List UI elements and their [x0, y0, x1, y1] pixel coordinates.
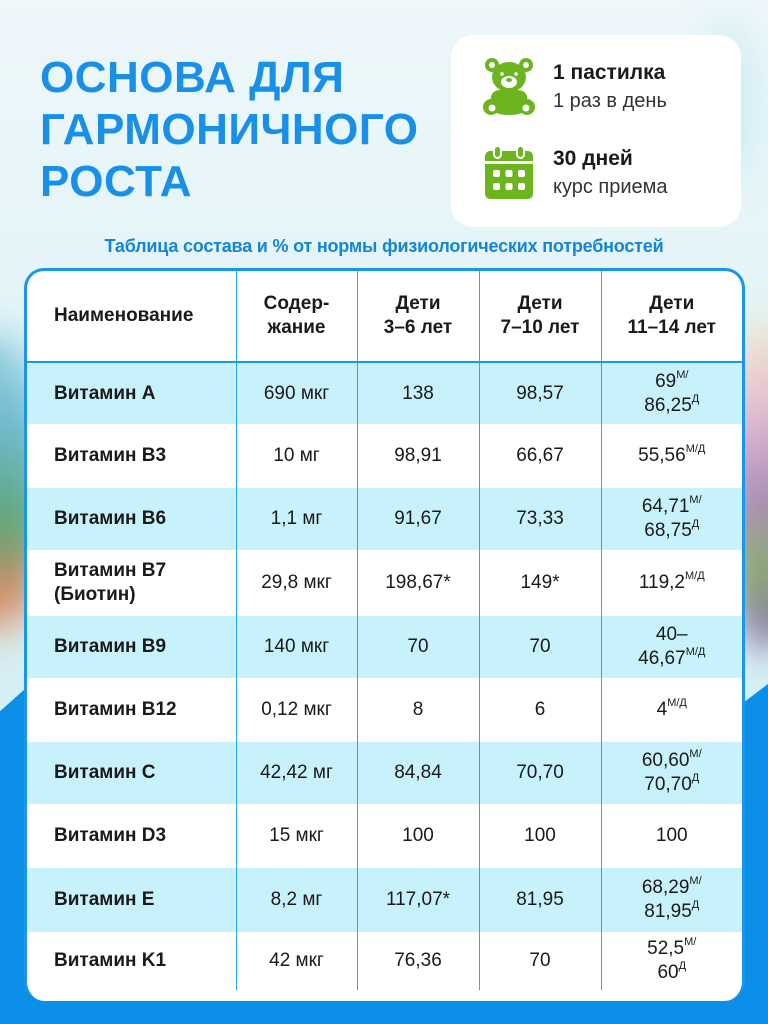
content-amount: 42,42 мг	[236, 742, 357, 804]
percent-age-7-10: 149*	[479, 550, 601, 616]
percent-age-11-14: $119,2^{М/Д}$	[601, 550, 742, 616]
vitamin-name: Витамин E	[27, 868, 236, 932]
content-amount: 10 мг	[236, 424, 357, 488]
content-amount: 42 мкг	[236, 932, 357, 990]
percent-age-3-6: 84,84	[357, 742, 479, 804]
table-row	[27, 488, 742, 550]
percent-age-3-6: 138	[357, 362, 479, 424]
content-amount: 15 мкг	[236, 804, 357, 868]
percent-age-3-6: 91,67	[357, 488, 479, 550]
table-row	[27, 550, 742, 616]
percent-age-3-6: 70	[357, 616, 479, 678]
percent-age-3-6: 8	[357, 678, 479, 742]
gender-note: Д	[691, 392, 700, 405]
dosage-item	[481, 57, 667, 117]
course-item	[481, 143, 668, 203]
table-row	[27, 742, 742, 804]
vitamin-name: Витамин D3	[27, 804, 236, 868]
vitamin-name: Витамин B3	[27, 424, 236, 488]
percent-age-7-10: 6	[479, 678, 601, 742]
teddy-bear-icon	[481, 57, 537, 117]
course-text	[553, 145, 668, 201]
percent-age-11-14: $52,5^{М/}$ $60^Д$	[601, 932, 742, 990]
percent-age-11-14: 40– $46,67^{М/Д}$	[601, 616, 742, 678]
table-row	[27, 932, 742, 990]
course-duration: 30 дней	[553, 147, 633, 170]
dosage-info-card	[451, 35, 741, 227]
table-row	[27, 616, 742, 678]
percent-age-11-14: $68,29^{М/}$ $81,95^Д$	[601, 868, 742, 932]
title-line: ОСНОВА ДЛЯ	[40, 53, 345, 102]
percent-age-7-10: 70,70	[479, 742, 601, 804]
table-row	[27, 678, 742, 742]
percent-age-3-6: 76,36	[357, 932, 479, 990]
percent-age-11-14: 100	[601, 804, 742, 868]
header-age-3-6: Дети 3–6 лет	[357, 271, 479, 362]
percent-age-3-6: 198,67*	[357, 550, 479, 616]
table-header-row	[27, 271, 742, 362]
percent-age-7-10: 98,57	[479, 362, 601, 424]
percent-age-11-14: $64,71^{М/}$ $68,75^Д$	[601, 488, 742, 550]
gender-note: Д	[691, 518, 700, 530]
header-age-11-14: Дети 11–14 лет	[601, 271, 742, 362]
gender-note: М/Д	[685, 443, 706, 455]
vitamin-name: Витамин K1	[27, 932, 236, 990]
gender-note: М/Д	[684, 570, 705, 582]
content-amount: 690 мкг	[236, 362, 357, 424]
gender-note: М/	[684, 936, 697, 948]
gender-note: Д	[691, 772, 700, 784]
percent-age-3-6: 117,07*	[357, 868, 479, 932]
header-age-7-10: Дети 7–10 лет	[479, 271, 601, 362]
vitamin-name: Витамин B9	[27, 616, 236, 678]
vitamin-name: Витамин C	[27, 742, 236, 804]
table-row	[27, 424, 742, 488]
gender-note: М/	[689, 748, 702, 760]
page-title	[40, 52, 419, 208]
content-amount: 0,12 мкг	[236, 678, 357, 742]
header-content: Содер- жание	[236, 271, 357, 362]
dosage-text	[553, 59, 667, 115]
table-subtitle: Таблица состава и % от нормы физиологических потребностей	[104, 236, 664, 256]
percent-age-11-14: $60,60^{М/}$ $70,70^Д$	[601, 742, 742, 804]
dosage-amount: 1 пастилка	[553, 61, 666, 84]
gender-note: М/	[689, 494, 702, 506]
dosage-frequency: 1 раз в день	[553, 90, 667, 112]
vitamin-name: Витамин B12	[27, 678, 236, 742]
composition-table-card	[24, 268, 745, 1001]
table-body	[27, 362, 742, 990]
gender-note: М/Д	[667, 697, 687, 709]
header-name: Наименование	[54, 305, 194, 326]
percent-age-7-10: 66,67	[479, 424, 601, 488]
content-amount: 8,2 мг	[236, 868, 357, 932]
gender-note: М/Д	[685, 646, 706, 658]
content-amount: 140 мкг	[236, 616, 357, 678]
course-label: курс приема	[553, 176, 668, 198]
percent-age-3-6: 100	[357, 804, 479, 868]
gender-note: М/	[676, 368, 689, 381]
percent-age-11-14: $4^{М/Д}$	[601, 678, 742, 742]
content-amount: 29,8 мкг	[236, 550, 357, 616]
vitamin-name: Витамин А	[27, 362, 236, 424]
gender-note: М/	[689, 875, 702, 887]
gender-note: Д	[691, 899, 700, 911]
percent-age-3-6: 98,91	[357, 424, 479, 488]
title-line: РОСТА	[40, 157, 193, 206]
calendar-icon	[481, 143, 537, 203]
table-row	[27, 868, 742, 932]
percent-age-11-14: $55,56^{М/Д}$	[601, 424, 742, 488]
vitamin-name: Витамин B6	[27, 488, 236, 550]
percent-age-7-10: 70	[479, 616, 601, 678]
percent-age-7-10: 81,95	[479, 868, 601, 932]
percent-age-11-14: $69^{М/}$ $86,25^Д$	[601, 362, 742, 424]
table-row	[27, 362, 742, 424]
percent-age-7-10: 70	[479, 932, 601, 990]
gender-note: Д	[678, 960, 687, 972]
composition-table	[27, 271, 742, 990]
percent-age-7-10: 73,33	[479, 488, 601, 550]
vitamin-name: Витамин B7 (Биотин)	[27, 550, 236, 616]
table-row	[27, 804, 742, 868]
content-amount: 1,1 мг	[236, 488, 357, 550]
title-line: ГАРМОНИЧНОГО	[40, 105, 419, 154]
percent-age-7-10: 100	[479, 804, 601, 868]
